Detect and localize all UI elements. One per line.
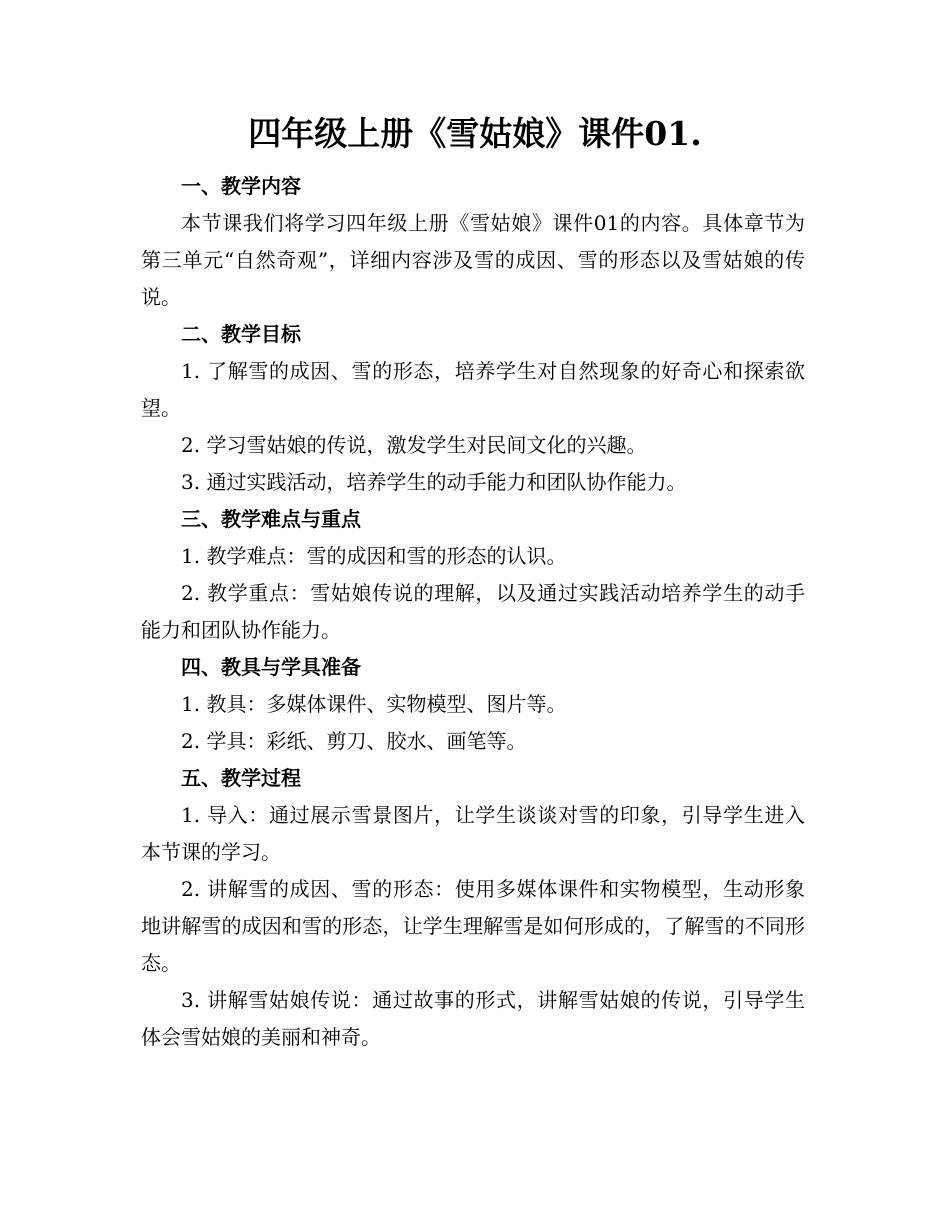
paragraph: 1. 教具：多媒体课件、实物模型、图片等。	[181, 692, 567, 716]
paragraph: 3. 通过实践活动，培养学生的动手能力和团队协作能力。	[181, 470, 687, 494]
paragraph: 2. 教学重点：雪姑娘传说的理解，以及通过实践活动培养学生的动手能力和团队协作能力。	[141, 581, 805, 642]
section-heading: 三、教学难点与重点	[181, 507, 361, 531]
section-heading: 二、教学目标	[181, 322, 301, 346]
paragraph: 本节课我们将学习四年级上册《雪姑娘》课件01的内容。具体章节为第三单元“自然奇观”，详细内容涉及雪的成因、雪的形态以及雪姑娘的传说。	[141, 211, 805, 309]
paragraph: 1. 教学难点：雪的成因和雪的形态的认识。	[181, 544, 567, 568]
paragraph: 2. 学习雪姑娘的传说，激发学生对民间文化的兴趣。	[181, 433, 647, 457]
paragraph: 3. 讲解雪姑娘传说：通过故事的形式，讲解雪姑娘的传说，引导学生体会雪姑娘的美丽和神奇。	[141, 988, 805, 1049]
paragraph: 1. 导入：通过展示雪景图片，让学生谈谈对雪的印象，引导学生进入本节课的学习。	[141, 803, 805, 864]
paragraph: 1. 了解雪的成因、雪的形态，培养学生对自然现象的好奇心和探索欲望。	[141, 359, 805, 420]
section-heading: 五、教学过程	[181, 766, 301, 790]
document-body	[141, 168, 805, 1056]
section-heading: 四、教具与学具准备	[181, 655, 361, 679]
paragraph: 2. 讲解雪的成因、雪的形态：使用多媒体课件和实物模型，生动形象地讲解雪的成因和雪的形态，让学生理解雪是如何形成的，了解雪的不同形态。	[141, 877, 805, 975]
document-title: 四年级上册《雪姑娘》课件01.	[248, 114, 702, 153]
paragraph: 2. 学具：彩纸、剪刀、胶水、画笔等。	[181, 729, 527, 753]
section-heading: 一、教学内容	[181, 174, 301, 198]
